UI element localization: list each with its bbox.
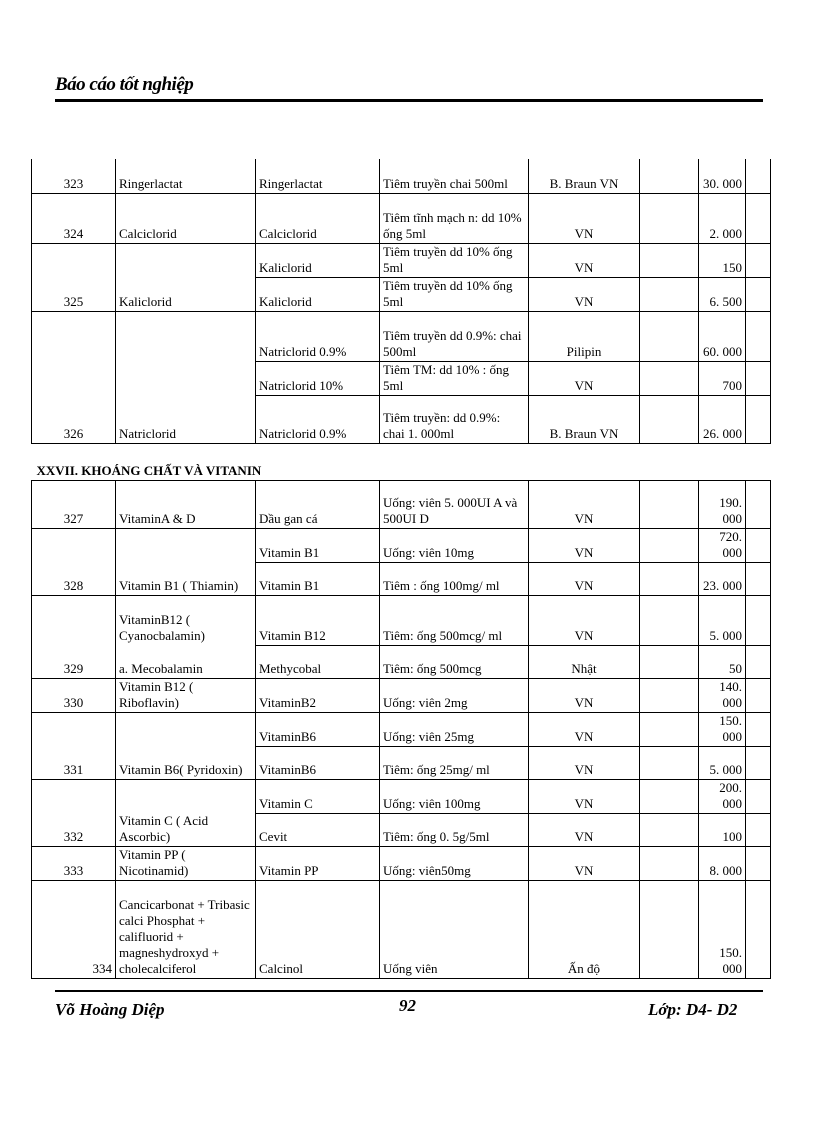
origin: VN <box>529 595 640 645</box>
active-ingredient: Vitamin PP ( Nicotinamid) <box>116 847 256 881</box>
table-row <box>32 395 771 443</box>
row-number: 324 <box>32 193 116 243</box>
empty-cell <box>746 746 771 779</box>
empty-cell <box>746 193 771 243</box>
origin: VN <box>529 746 640 779</box>
drug-name: Vitamin B1 <box>256 528 380 562</box>
row-number: 331 <box>32 746 116 779</box>
quantity: 5. 000 <box>699 595 746 645</box>
empty-cell <box>640 159 699 193</box>
footer-author: Võ Hoàng Diệp <box>55 1000 165 1019</box>
quantity: 5. 000 <box>699 746 746 779</box>
row-number: 332 <box>32 813 116 847</box>
row-number: 327 <box>32 480 116 528</box>
quantity: 200. 000 <box>699 779 746 813</box>
quantity: 150 <box>699 243 746 277</box>
table-row <box>32 645 771 678</box>
table-row <box>32 361 771 395</box>
quantity: 60. 000 <box>699 311 746 361</box>
drug-name: Vitamin B1 <box>256 562 380 595</box>
usage: Tiêm truyền dd 0.9%: chai 500ml <box>380 311 529 361</box>
empty-cell <box>32 595 116 645</box>
empty-cell <box>640 595 699 645</box>
empty-cell <box>116 712 256 746</box>
drug-name: Methycobal <box>256 645 380 678</box>
origin: Ấn độ <box>529 881 640 979</box>
empty-cell <box>640 193 699 243</box>
footer-class: Lớp: D4- D2 <box>648 1000 738 1019</box>
footer-rule <box>55 990 763 992</box>
quantity: 8. 000 <box>699 847 746 881</box>
drug-name: Ringerlactat <box>256 159 380 193</box>
quantity: 720. 000 <box>699 528 746 562</box>
empty-cell <box>640 847 699 881</box>
table-row <box>32 159 771 193</box>
quantity: 140. 000 <box>699 678 746 712</box>
drug-name: Calciclorid <box>256 193 380 243</box>
drug-name: VitaminB6 <box>256 746 380 779</box>
active-ingredient: VitaminB12 ( Cyanocbalamin) <box>116 595 256 645</box>
empty-cell <box>746 243 771 277</box>
usage: Uống: viên 2mg <box>380 678 529 712</box>
table-row <box>32 243 771 277</box>
origin: VN <box>529 813 640 847</box>
active-ingredient: Cancicarbonat + Tribasic calci Phosphat + califluorid + magneshydroxyd + cholecalciferol <box>116 881 256 979</box>
usage: Uống: viên 5. 000UI A và 500UI D <box>380 480 529 528</box>
quantity: 2. 000 <box>699 193 746 243</box>
empty-cell <box>640 779 699 813</box>
drug-name: Cevit <box>256 813 380 847</box>
empty-cell <box>116 311 256 361</box>
table-row <box>32 277 771 311</box>
origin: B. Braun VN <box>529 395 640 443</box>
active-ingredient: Ringerlactat <box>116 159 256 193</box>
origin: VN <box>529 243 640 277</box>
empty-cell <box>32 779 116 813</box>
drug-name: VitaminB2 <box>256 678 380 712</box>
active-ingredient: Calciclorid <box>116 193 256 243</box>
drug-name: Natriclorid 0.9% <box>256 311 380 361</box>
origin: VN <box>529 712 640 746</box>
empty-cell <box>640 243 699 277</box>
active-ingredient: Vitamin C ( Acid Ascorbic) <box>116 813 256 847</box>
empty-cell <box>640 712 699 746</box>
origin: VN <box>529 847 640 881</box>
empty-cell <box>746 395 771 443</box>
usage: Tiêm: ống 25mg/ ml <box>380 746 529 779</box>
usage: Tiêm truyền dd 10% ống 5ml <box>380 277 529 311</box>
row-number: 326 <box>32 395 116 443</box>
quantity: 190. 000 <box>699 480 746 528</box>
empty-cell <box>746 528 771 562</box>
empty-cell <box>640 678 699 712</box>
row-number: 333 <box>32 847 116 881</box>
empty-cell <box>640 645 699 678</box>
usage: Uống viên <box>380 881 529 979</box>
empty-cell <box>32 361 116 395</box>
empty-cell <box>640 562 699 595</box>
table-row <box>32 813 771 847</box>
row-number: 330 <box>32 678 116 712</box>
table-row <box>32 562 771 595</box>
usage: Uống: viên 10mg <box>380 528 529 562</box>
header-rule <box>55 99 763 102</box>
origin: VN <box>529 480 640 528</box>
table-row <box>32 595 771 645</box>
origin: VN <box>529 193 640 243</box>
table-row <box>32 779 771 813</box>
empty-cell <box>746 813 771 847</box>
usage: Tiêm truyền dd 10% ống 5ml <box>380 243 529 277</box>
drug-name: Dầu gan cá <box>256 480 380 528</box>
usage: Tiêm tĩnh mạch n: dd 10% ống 5ml <box>380 193 529 243</box>
table-row <box>32 678 771 712</box>
origin: VN <box>529 562 640 595</box>
empty-cell <box>32 243 116 277</box>
empty-cell <box>640 881 699 979</box>
section-row <box>32 443 771 480</box>
usage: Tiêm : ống 100mg/ ml <box>380 562 529 595</box>
usage: Tiêm truyền: dd 0.9%: chai 1. 000ml <box>380 395 529 443</box>
active-ingredient: a. Mecobalamin <box>116 645 256 678</box>
table-row <box>32 746 771 779</box>
page-number: 92 <box>399 996 416 1015</box>
quantity: 50 <box>699 645 746 678</box>
empty-cell <box>746 847 771 881</box>
origin: VN <box>529 779 640 813</box>
drug-name: Kaliclorid <box>256 243 380 277</box>
row-number: 325 <box>32 277 116 311</box>
drug-table <box>31 159 771 979</box>
drug-name: Vitamin PP <box>256 847 380 881</box>
drug-name: Vitamin B12 <box>256 595 380 645</box>
active-ingredient: Vitamin B1 ( Thiamin) <box>116 562 256 595</box>
quantity: 23. 000 <box>699 562 746 595</box>
active-ingredient: Kaliclorid <box>116 277 256 311</box>
empty-cell <box>746 712 771 746</box>
empty-cell <box>746 361 771 395</box>
quantity: 150. 000 <box>699 712 746 746</box>
drug-name: Kaliclorid <box>256 277 380 311</box>
row-number: 329 <box>32 645 116 678</box>
origin: VN <box>529 361 640 395</box>
origin: VN <box>529 528 640 562</box>
empty-cell <box>640 813 699 847</box>
empty-cell <box>640 277 699 311</box>
active-ingredient: Natriclorid <box>116 395 256 443</box>
empty-cell <box>640 311 699 361</box>
empty-cell <box>640 480 699 528</box>
usage: Tiêm TM: dd 10% : ống 5ml <box>380 361 529 395</box>
empty-cell <box>746 881 771 979</box>
empty-cell <box>32 712 116 746</box>
usage: Uống: viên50mg <box>380 847 529 881</box>
empty-cell <box>746 645 771 678</box>
empty-cell <box>746 311 771 361</box>
origin: Pilipin <box>529 311 640 361</box>
empty-cell <box>746 159 771 193</box>
drug-name: Natriclorid 0.9% <box>256 395 380 443</box>
drug-name: VitaminB6 <box>256 712 380 746</box>
drug-name: Natriclorid 10% <box>256 361 380 395</box>
active-ingredient: Vitamin B12 ( Riboflavin) <box>116 678 256 712</box>
quantity: 30. 000 <box>699 159 746 193</box>
empty-cell <box>116 779 256 813</box>
active-ingredient: Vitamin B6( Pyridoxin) <box>116 746 256 779</box>
empty-cell <box>32 311 116 361</box>
active-ingredient: VitaminA & D <box>116 480 256 528</box>
usage: Tiêm: ống 500mcg/ ml <box>380 595 529 645</box>
usage: Tiêm: ống 500mcg <box>380 645 529 678</box>
header-title: Báo cáo tốt nghiệp <box>55 74 194 95</box>
row-number: 328 <box>32 562 116 595</box>
table-row <box>32 881 771 979</box>
quantity: 6. 500 <box>699 277 746 311</box>
table-row <box>32 311 771 361</box>
usage: Tiêm truyền chai 500ml <box>380 159 529 193</box>
empty-cell <box>746 277 771 311</box>
row-number: 334 <box>32 881 116 979</box>
drug-name: Calcinol <box>256 881 380 979</box>
empty-cell <box>640 395 699 443</box>
origin: VN <box>529 277 640 311</box>
empty-cell <box>746 678 771 712</box>
origin: Nhật <box>529 645 640 678</box>
usage: Uống: viên 25mg <box>380 712 529 746</box>
usage: Uống: viên 100mg <box>380 779 529 813</box>
empty-cell <box>640 528 699 562</box>
empty-cell <box>640 361 699 395</box>
quantity: 700 <box>699 361 746 395</box>
origin: B. Braun VN <box>529 159 640 193</box>
table-row <box>32 480 771 528</box>
empty-cell <box>116 361 256 395</box>
origin: VN <box>529 678 640 712</box>
empty-cell <box>746 480 771 528</box>
empty-cell <box>746 779 771 813</box>
quantity: 100 <box>699 813 746 847</box>
quantity: 150. 000 <box>699 881 746 979</box>
empty-cell <box>640 746 699 779</box>
empty-cell <box>746 595 771 645</box>
drug-name: Vitamin C <box>256 779 380 813</box>
empty-cell <box>116 528 256 562</box>
table-row <box>32 193 771 243</box>
table-row <box>32 528 771 562</box>
table-row <box>32 847 771 881</box>
section-title: XXVII. KHOÁNG CHẤT VÀ VITANIN <box>32 443 771 480</box>
empty-cell <box>116 243 256 277</box>
table-row <box>32 712 771 746</box>
row-number: 323 <box>32 159 116 193</box>
usage: Tiêm: ống 0. 5g/5ml <box>380 813 529 847</box>
empty-cell <box>32 528 116 562</box>
empty-cell <box>746 562 771 595</box>
quantity: 26. 000 <box>699 395 746 443</box>
